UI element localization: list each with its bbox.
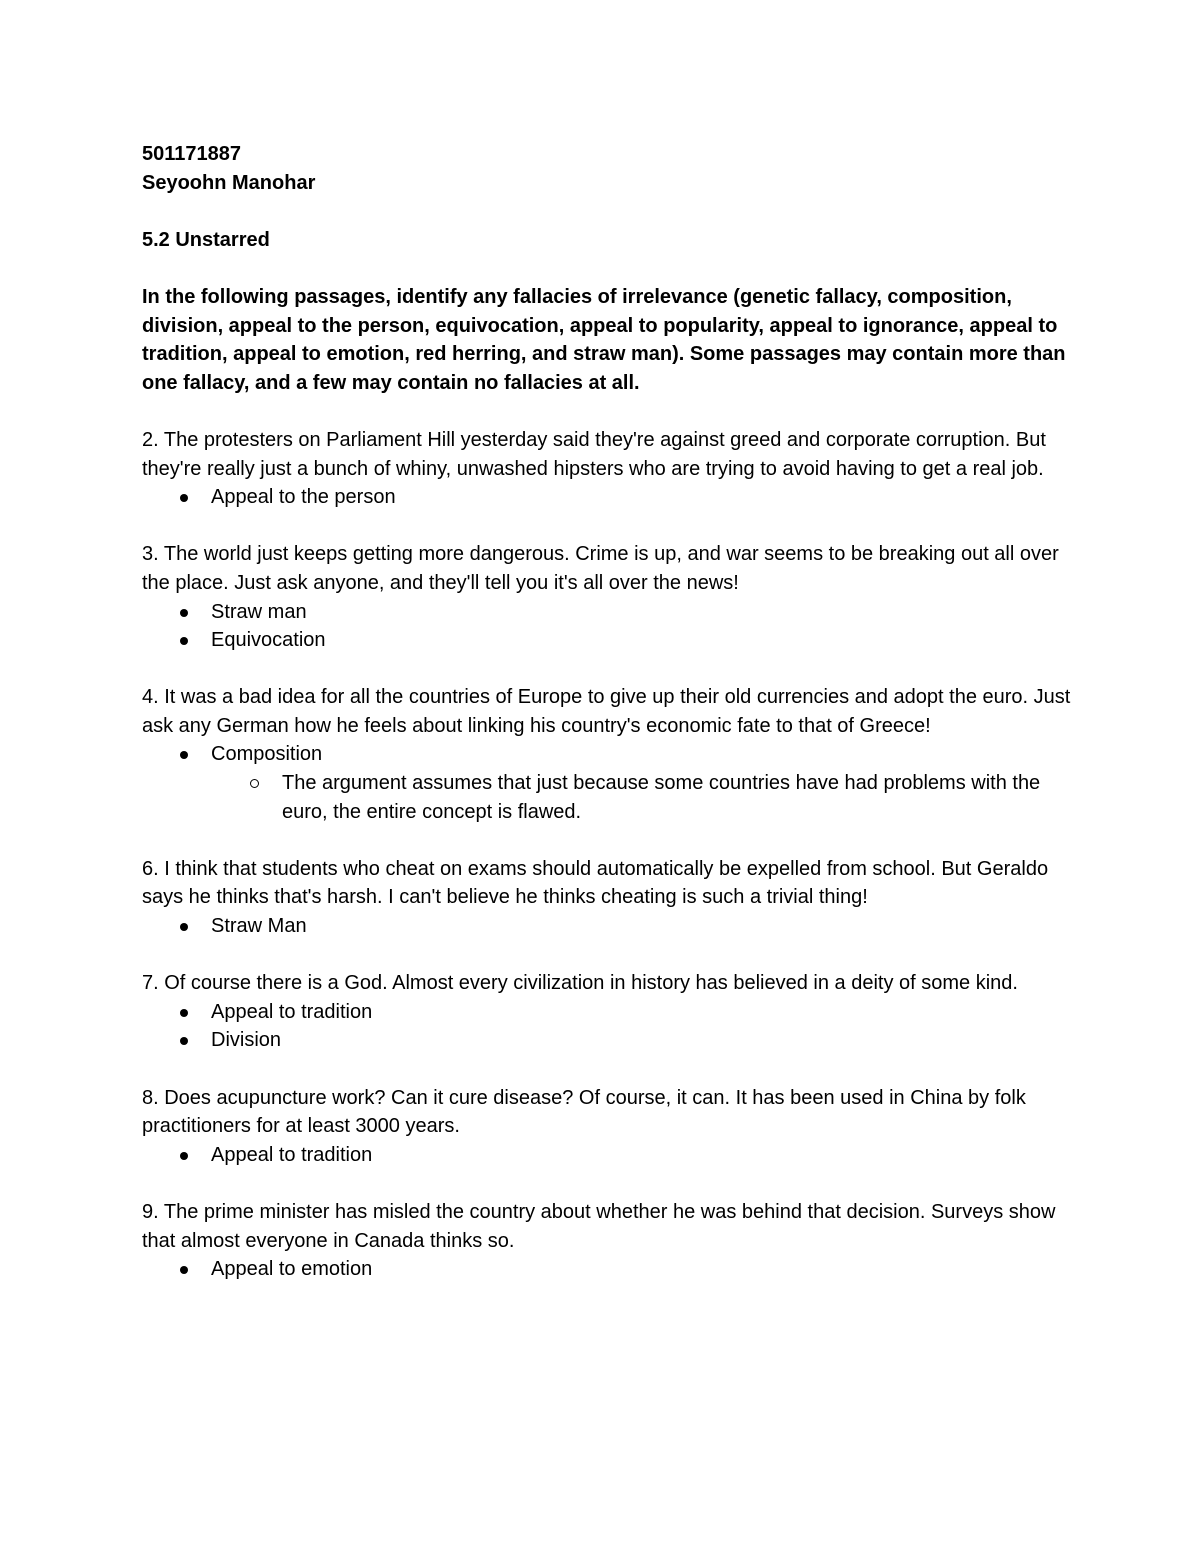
answer-bullet [142, 1026, 1072, 1055]
answer-text: Straw Man [211, 915, 307, 938]
answer-list [142, 740, 1072, 769]
answer-bullet [142, 483, 1072, 512]
question-text: 8. Does acupuncture work? Can it cure disease? Of course, it can. It has been used in China by folk practitioners for at least 3000 years. [142, 1086, 1026, 1138]
bullet-dot-icon [180, 923, 188, 931]
answer-list [142, 483, 1072, 512]
answer-list [142, 1255, 1072, 1284]
sub-answer-list [142, 769, 1072, 826]
bullet-circle-icon [250, 779, 259, 788]
answer-bullet [142, 626, 1072, 655]
answer-list [142, 1141, 1072, 1170]
question-item [142, 855, 1072, 941]
spacer [142, 826, 1072, 855]
answer-text: Composition [211, 743, 323, 766]
answer-list [142, 998, 1072, 1055]
spacer [142, 197, 1072, 226]
question-text: 9. The prime minister has misled the country about whether he was behind that decision. Surveys show that almost everyone in Canada thinks so. [142, 1200, 1056, 1252]
bullet-dot-icon [180, 1266, 188, 1274]
question-item [142, 1084, 1072, 1170]
question-item [142, 969, 1072, 1055]
bullet-dot-icon [180, 1037, 188, 1045]
answer-text: Equivocation [211, 629, 326, 652]
question-text: 2. The protesters on Parliament Hill yesterday said they're against greed and corporate corruption. But they're really just a bunch of whiny, unwashed hipsters who are trying to avoid having to get a real job. [142, 428, 1046, 480]
bullet-dot-icon [180, 637, 188, 645]
answer-list [142, 912, 1072, 941]
sub-answer-text: The argument assumes that just because some countries have had problems with the euro, the entire concept is flawed. [282, 772, 1041, 823]
spacer [142, 1169, 1072, 1198]
spacer [142, 512, 1072, 541]
student-id: 501171887 [142, 143, 242, 165]
answer-text: Appeal to the person [211, 486, 396, 509]
spacer [142, 655, 1072, 684]
answer-list [142, 598, 1072, 655]
answer-text: Division [211, 1029, 282, 1052]
question-item [142, 540, 1072, 654]
question-text: 3. The world just keeps getting more dangerous. Crime is up, and war seems to be breaking out all over the place. Just ask anyone, and they'll tell you it's all over the news! [142, 543, 1059, 594]
question-text: 4. It was a bad idea for all the countries of Europe to give up their old currencies and adopt the euro. Just ask any German how he feels about linking his country's economic fate to that of Greece! [142, 686, 1071, 737]
student-name: Seyoohn Manohar [142, 171, 316, 194]
bullet-dot-icon [180, 609, 188, 617]
answer-bullet [142, 1255, 1072, 1284]
answer-bullet [142, 740, 1072, 769]
answer-bullet [142, 1141, 1072, 1170]
section-title: 5.2 Unstarred [142, 228, 270, 251]
answer-text: Appeal to tradition [211, 1000, 373, 1023]
bullet-dot-icon [180, 1152, 188, 1160]
answer-bullet [142, 912, 1072, 941]
answer-text: Appeal to tradition [211, 1143, 373, 1166]
answer-bullet [142, 998, 1072, 1027]
question-item [142, 683, 1072, 826]
spacer [142, 397, 1072, 426]
answer-bullet [142, 598, 1072, 627]
spacer [142, 941, 1072, 970]
spacer [142, 1055, 1072, 1084]
answer-text: Appeal to emotion [211, 1258, 373, 1281]
answer-text: Straw man [211, 600, 307, 623]
spacer [142, 254, 1072, 283]
question-text: 7. Of course there is a God. Almost every civilization in history has believed in a deity of some kind. [142, 972, 1018, 995]
sub-answer-bullet [142, 769, 1072, 826]
instructions: In the following passages, identify any fallacies of irrelevance (genetic fallacy, composition, division, appeal to the person, equivocation, appeal to popularity, appeal to ignorance, appeal to tradition, appeal to emotion, red herring, and straw man). Some passages may contain more than one fallacy, and a few may contain no fallacies at all. [142, 285, 1066, 394]
question-text: 6. I think that students who cheat on exams should automatically be expelled from school. But Geraldo says he thinks that's harsh. I can't believe he thinks cheating is such a trivial thing! [142, 857, 1049, 909]
bullet-dot-icon [180, 1009, 188, 1017]
bullet-dot-icon [180, 494, 188, 502]
document-page [142, 140, 1072, 1284]
bullet-dot-icon [180, 751, 188, 759]
question-item [142, 426, 1072, 512]
question-item [142, 1198, 1072, 1284]
